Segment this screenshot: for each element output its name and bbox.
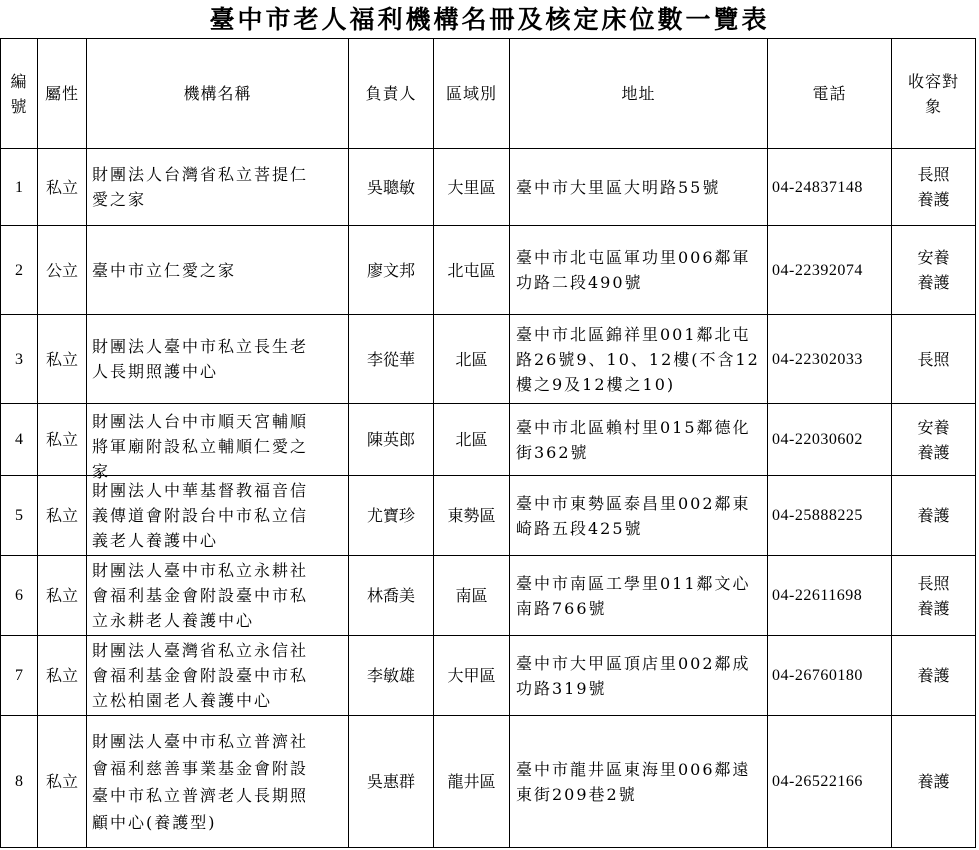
row-target: 長照 (892, 315, 976, 404)
header-phone: 電話 (768, 39, 892, 149)
row-no: 4 (1, 404, 38, 476)
row-district: 南區 (434, 556, 510, 636)
row-owner: 廖文邦 (349, 226, 434, 315)
row-owner: 李從華 (349, 315, 434, 404)
row-address: 臺中市北區賴村里015鄰德化 街362號 (510, 404, 768, 476)
row-target: 養護 (892, 476, 976, 556)
row-target: 安養 養護 (892, 404, 976, 476)
row-type: 私立 (38, 476, 87, 556)
row-name: 臺中市立仁愛之家 (87, 226, 349, 315)
row-address: 臺中市龍井區東海里006鄰遠 東街209巷2號 (510, 716, 768, 848)
row-target: 長照 養護 (892, 556, 976, 636)
row-type: 私立 (38, 404, 87, 476)
row-name-text: 財團法人台中市順天宮輔順 將軍廟附設私立輔順仁愛之 家 (92, 411, 309, 481)
row-type: 私立 (38, 315, 87, 404)
row-owner: 林喬美 (349, 556, 434, 636)
header-district: 區域別 (434, 39, 510, 149)
row-name: 財團法人臺中市私立普濟社 會福利慈善事業基金會附設 臺中市私立普濟老人長期照 顧中心(養護型) (87, 716, 349, 848)
row-phone: 04-22611698 (768, 556, 892, 636)
row-name: 財團法人臺中市私立長生老 人長期照護中心 (87, 315, 349, 404)
table-row (1, 636, 976, 716)
row-district: 大里區 (434, 149, 510, 226)
row-district: 東勢區 (434, 476, 510, 556)
row-no: 5 (1, 476, 38, 556)
row-type: 私立 (38, 556, 87, 636)
table-row (1, 476, 976, 556)
row-district: 北區 (434, 404, 510, 476)
row-address: 臺中市南區工學里011鄰文心 南路766號 (510, 556, 768, 636)
row-phone: 04-22302033 (768, 315, 892, 404)
row-target: 長照 養護 (892, 149, 976, 226)
page-title: 臺中市老人福利機構名冊及核定床位數一覽表 (209, 5, 770, 34)
row-owner: 吳聰敏 (349, 149, 434, 226)
row-type: 私立 (38, 636, 87, 716)
table-row (1, 315, 976, 404)
table-row (1, 716, 976, 848)
row-owner: 吳惠群 (349, 716, 434, 848)
row-owner: 李敏雄 (349, 636, 434, 716)
row-district: 大甲區 (434, 636, 510, 716)
row-owner: 陳英郎 (349, 404, 434, 476)
row-no: 8 (1, 716, 38, 848)
institution-table (0, 38, 976, 848)
row-no: 7 (1, 636, 38, 716)
row-address: 臺中市北區錦祥里001鄰北屯 路26號9、10、12樓(不含12 樓之9及12樓之10) (510, 315, 768, 404)
row-name: 財團法人臺灣省私立永信社 會福利基金會附設臺中市私 立松柏園老人養護中心 (87, 636, 349, 716)
header-owner: 負責人 (349, 39, 434, 149)
row-type: 私立 (38, 149, 87, 226)
row-type: 私立 (38, 716, 87, 848)
header-address: 地址 (510, 39, 768, 149)
header-row (1, 39, 976, 149)
table-row (1, 149, 976, 226)
header-no: 編 號 (1, 39, 38, 149)
header-name: 機構名稱 (87, 39, 349, 149)
row-district: 龍井區 (434, 716, 510, 848)
row-phone: 04-26522166 (768, 716, 892, 848)
row-phone: 04-25888225 (768, 476, 892, 556)
row-address: 臺中市大甲區頂店里002鄰成 功路319號 (510, 636, 768, 716)
row-target: 養護 (892, 636, 976, 716)
row-address: 臺中市北屯區軍功里006鄰軍 功路二段490號 (510, 226, 768, 315)
row-target: 安養 養護 (892, 226, 976, 315)
table-row (1, 226, 976, 315)
row-target: 養護 (892, 716, 976, 848)
table-row (1, 556, 976, 636)
row-address: 臺中市東勢區泰昌里002鄰東 崎路五段425號 (510, 476, 768, 556)
row-no: 6 (1, 556, 38, 636)
row-type: 公立 (38, 226, 87, 315)
row-phone: 04-22030602 (768, 404, 892, 476)
row-name: 財團法人台灣省私立菩提仁 愛之家 (87, 149, 349, 226)
table-row (1, 404, 976, 476)
row-no: 1 (1, 149, 38, 226)
row-district: 北屯區 (434, 226, 510, 315)
row-district: 北區 (434, 315, 510, 404)
row-name (87, 404, 349, 481)
header-type: 屬性 (38, 39, 87, 149)
row-address: 臺中市大里區大明路55號 (510, 149, 768, 226)
row-phone: 04-24837148 (768, 149, 892, 226)
header-target: 收容對 象 (892, 39, 976, 149)
row-name: 財團法人臺中市私立永耕社 會福利基金會附設臺中市私 立永耕老人養護中心 (87, 556, 349, 636)
row-phone: 04-26760180 (768, 636, 892, 716)
row-no: 2 (1, 226, 38, 315)
row-phone: 04-22392074 (768, 226, 892, 315)
row-no: 3 (1, 315, 38, 404)
row-owner: 尤寶珍 (349, 476, 434, 556)
row-name: 財團法人中華基督教福音信 義傳道會附設台中市私立信 義老人養護中心 (87, 476, 349, 556)
